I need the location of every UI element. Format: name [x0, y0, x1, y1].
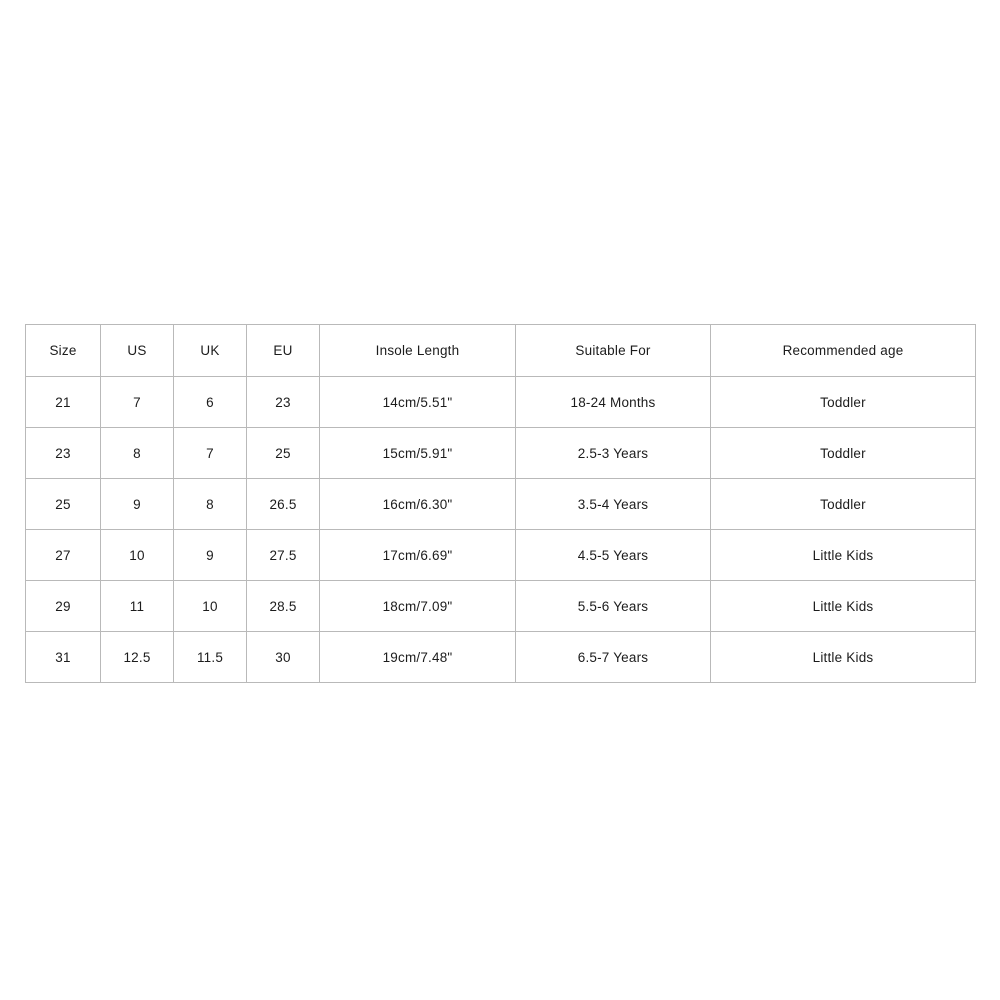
cell-insole-length: 18cm/7.09": [320, 581, 516, 632]
table-row: [26, 377, 976, 428]
cell-uk: 8: [174, 479, 247, 530]
cell-suitable-for: 18-24 Months: [516, 377, 711, 428]
cell-us: 11: [101, 581, 174, 632]
cell-uk: 11.5: [174, 632, 247, 683]
column-header-insole-length: Insole Length: [320, 325, 516, 377]
column-header-recommended-age: Recommended age: [711, 325, 976, 377]
cell-recommended-age: Little Kids: [711, 530, 976, 581]
size-chart-container: [25, 324, 975, 683]
table-header-row: [26, 325, 976, 377]
cell-recommended-age: Toddler: [711, 479, 976, 530]
cell-size: 21: [26, 377, 101, 428]
table-row: [26, 428, 976, 479]
cell-uk: 10: [174, 581, 247, 632]
cell-insole-length: 17cm/6.69": [320, 530, 516, 581]
cell-recommended-age: Little Kids: [711, 581, 976, 632]
cell-eu: 27.5: [247, 530, 320, 581]
cell-suitable-for: 5.5-6 Years: [516, 581, 711, 632]
cell-recommended-age: Toddler: [711, 377, 976, 428]
table-header: [26, 325, 976, 377]
cell-us: 8: [101, 428, 174, 479]
table-row: [26, 581, 976, 632]
cell-size: 27: [26, 530, 101, 581]
cell-size: 29: [26, 581, 101, 632]
column-header-size: Size: [26, 325, 101, 377]
cell-suitable-for: 4.5-5 Years: [516, 530, 711, 581]
cell-size: 31: [26, 632, 101, 683]
cell-size: 25: [26, 479, 101, 530]
column-header-uk: UK: [174, 325, 247, 377]
cell-insole-length: 19cm/7.48": [320, 632, 516, 683]
cell-us: 12.5: [101, 632, 174, 683]
cell-us: 7: [101, 377, 174, 428]
cell-uk: 6: [174, 377, 247, 428]
column-header-suitable-for: Suitable For: [516, 325, 711, 377]
cell-suitable-for: 3.5-4 Years: [516, 479, 711, 530]
cell-size: 23: [26, 428, 101, 479]
cell-uk: 7: [174, 428, 247, 479]
table-row: [26, 479, 976, 530]
column-header-eu: EU: [247, 325, 320, 377]
cell-suitable-for: 6.5-7 Years: [516, 632, 711, 683]
cell-eu: 26.5: [247, 479, 320, 530]
cell-eu: 28.5: [247, 581, 320, 632]
table-body: [26, 377, 976, 683]
cell-insole-length: 15cm/5.91": [320, 428, 516, 479]
column-header-us: US: [101, 325, 174, 377]
cell-insole-length: 16cm/6.30": [320, 479, 516, 530]
cell-recommended-age: Toddler: [711, 428, 976, 479]
cell-suitable-for: 2.5-3 Years: [516, 428, 711, 479]
cell-us: 9: [101, 479, 174, 530]
table-row: [26, 632, 976, 683]
cell-eu: 23: [247, 377, 320, 428]
cell-uk: 9: [174, 530, 247, 581]
cell-insole-length: 14cm/5.51": [320, 377, 516, 428]
size-chart-table: [25, 324, 976, 683]
cell-us: 10: [101, 530, 174, 581]
cell-eu: 25: [247, 428, 320, 479]
cell-eu: 30: [247, 632, 320, 683]
table-row: [26, 530, 976, 581]
cell-recommended-age: Little Kids: [711, 632, 976, 683]
